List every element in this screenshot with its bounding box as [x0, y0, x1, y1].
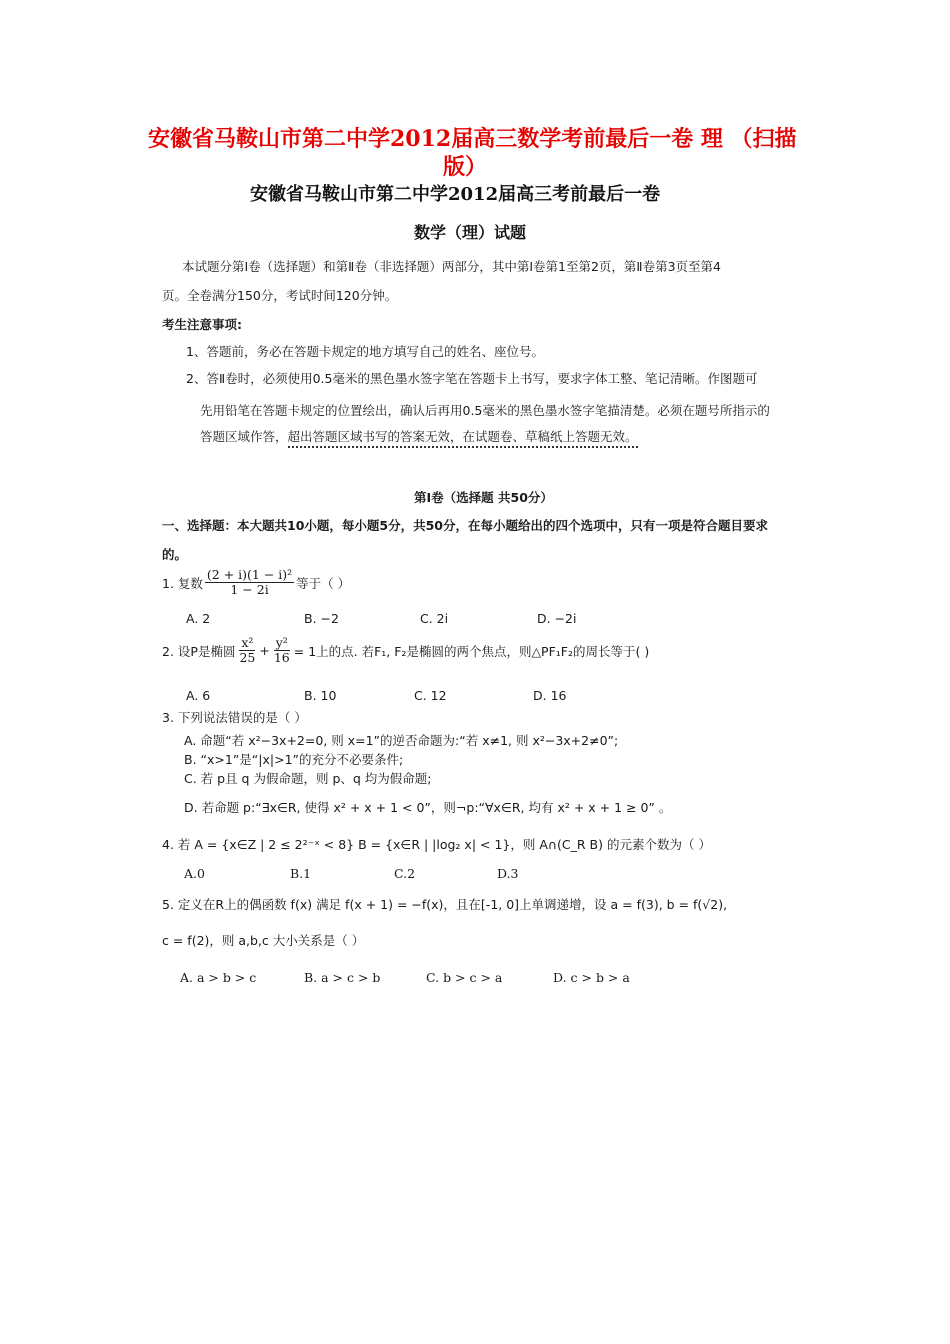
q2-prefix: 2. 设P是椭圆	[162, 643, 236, 659]
q2-fraction-x-num: x²	[241, 635, 254, 650]
q3-option-b: B. “x>1”是“|x|>1”的充分不必要条件;	[184, 752, 404, 767]
q4-option-b: B.1	[290, 866, 312, 881]
q1-suffix: 等于（ ）	[296, 575, 351, 591]
q4-option-c: C.2	[394, 866, 416, 881]
q2-option-b: B. 10	[304, 688, 337, 703]
q1-fraction	[205, 568, 294, 598]
q1-option-a: A. 2	[186, 611, 211, 626]
q2-option-c: C. 12	[414, 688, 447, 703]
section1-heading: 第Ⅰ卷（选择题 共50分）	[414, 490, 553, 505]
q5-option-d: D. c > b > a	[553, 970, 630, 985]
q1-prefix: 1. 复数	[162, 575, 203, 591]
notice-item-2-line1: 2、答Ⅱ卷时，必须使用0.5毫米的黑色墨水签字笔在答题卡上书写，要求字体工整、笔记清晰。作图题可	[186, 371, 758, 386]
section1-instruction-line1: 一、选择题：本大题共10小题，每小题5分，共50分，在每小题给出的四个选项中，只有一项是符合题目要求	[162, 518, 768, 533]
notice-item-2-line3	[200, 427, 638, 445]
notice-item-2-line3-emphasis: 超出答题区域书写的答案无效，在试题卷、草稿纸上答题无效。	[288, 429, 638, 448]
notice-heading: 考生注意事项:	[162, 317, 242, 332]
question-4-stem: 4. 若 A = {x∈Z | 2 ≤ 2²⁻ˣ < 8} B = {x∈R | |log₂ x| < 1}，则 A∩(C_R B) 的元素个数为（ ）	[162, 837, 711, 852]
q4-option-d: D.3	[497, 866, 519, 881]
q2-option-a: A. 6	[186, 688, 211, 703]
q2-fraction-x-den: 25	[239, 650, 256, 666]
notice-item-2-line3-a: 答题区域作答，	[200, 429, 288, 444]
q3-option-c: C. 若 p且 q 为假命题，则 p、q 均为假命题;	[184, 771, 432, 786]
q1-option-c: C. 2i	[420, 611, 449, 626]
subject-title: 数学（理）试题	[414, 223, 527, 242]
q2-plus: +	[259, 643, 270, 659]
document-title-line2: 版）	[443, 154, 488, 180]
section1-instruction-line2: 的。	[162, 547, 188, 562]
q1-numerator: (2 + i)(1 − i)²	[206, 567, 293, 582]
q1-option-d: D. −2i	[537, 611, 577, 626]
question-3-stem: 3. 下列说法错误的是（ ）	[162, 710, 307, 725]
exam-title: 安徽省马鞍山市第二中学2012届高三考前最后一卷	[250, 184, 661, 205]
notice-item-2-line2: 先用铅笔在答题卡规定的位置绘出，确认后再用0.5毫米的黑色墨水签字笔描清楚。必须在题号所指示的	[200, 403, 770, 418]
q2-fraction-y	[272, 636, 292, 666]
question-2	[162, 636, 649, 666]
q1-denominator: 1 − 2i	[230, 582, 269, 598]
q4-option-a: A.0	[184, 866, 205, 881]
q2-option-d: D. 16	[533, 688, 567, 703]
q3-option-d: D. 若命题 p:“∃x∈R, 使得 x² + x + 1 < 0”，则¬p:“∀x∈R, 均有 x² + x + 1 ≥ 0” 。	[184, 800, 672, 815]
q5-option-b: B. a > c > b	[304, 970, 381, 985]
intro-line2: 页。全卷满分150分，考试时间120分钟。	[162, 288, 398, 303]
q2-fraction-x	[237, 636, 257, 666]
notice-item-1: 1、答题前，务必在答题卡规定的地方填写自己的姓名、座位号。	[186, 344, 544, 359]
question-5-line2: c = f(2)，则 a,b,c 大小关系是（ ）	[162, 933, 365, 948]
q2-rest: = 1上的点. 若F₁, F₂是椭圆的两个焦点，则△PF₁F₂的周长等于( )	[293, 643, 650, 659]
q5-option-a: A. a > b > c	[180, 970, 257, 985]
q1-option-b: B. −2	[304, 611, 339, 626]
question-5-line1: 5. 定义在R上的偶函数 f(x) 满足 f(x + 1) = −f(x)，且在[-1, 0]上单调递增，设 a = f(3), b = f(√2),	[162, 897, 728, 912]
question-1	[162, 568, 350, 598]
q3-option-a: A. 命题“若 x²−3x+2=0, 则 x=1”的逆否命题为:“若 x≠1, 则 x²−3x+2≠0”;	[184, 733, 619, 748]
q5-option-c: C. b > c > a	[426, 970, 503, 985]
q2-fraction-y-den: 16	[273, 650, 290, 666]
intro-line1: 本试题分第Ⅰ卷（选择题）和第Ⅱ卷（非选择题）两部分，其中第Ⅰ卷第1至第2页，第Ⅱ卷第3页至第4	[182, 259, 721, 274]
q2-fraction-y-num: y²	[275, 635, 288, 650]
document-title-line1: 安徽省马鞍山市第二中学2012届高三数学考前最后一卷 理 （扫描	[148, 126, 797, 152]
